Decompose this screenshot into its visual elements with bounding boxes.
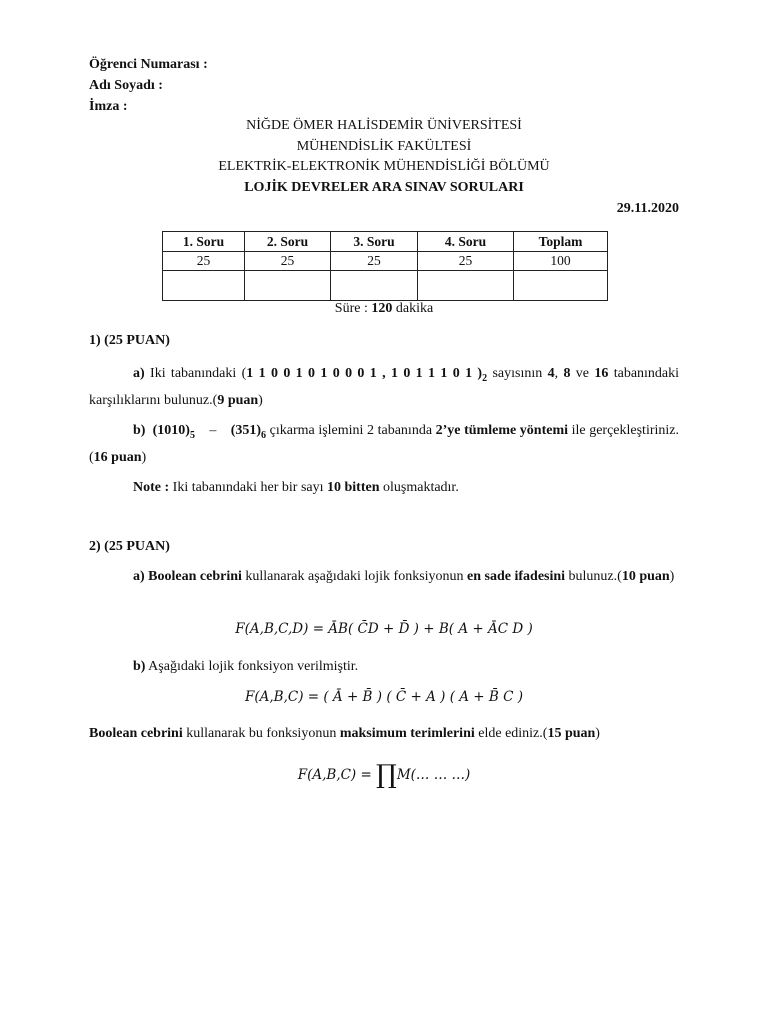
q1-b-text: ) [141, 449, 147, 465]
q1-a-text: Iki tabanındaki ( [150, 366, 247, 381]
q1-a-base-8: 8 [563, 366, 571, 381]
q1-a-label: a) [133, 366, 145, 381]
grade-cell-3[interactable] [331, 271, 418, 301]
q2-a-boolean: Boolean cebrini [148, 569, 242, 584]
score-table-grade-row [163, 271, 608, 301]
grade-cell-4[interactable] [418, 271, 514, 301]
exam-title: LOJİK DEVRELER ARA SINAV SORULARI [244, 180, 524, 195]
signature-label: İmza : [89, 99, 128, 114]
duration-line [0, 301, 768, 317]
duration-label: Süre : [334, 301, 368, 316]
score-header-cell: 2. Soru [245, 232, 331, 252]
q1-a-base-16: 16 [594, 366, 609, 381]
faculty-name: MÜHENDİSLİK FAKÜLTESİ [296, 139, 472, 154]
product-symbol: ∏ [376, 760, 397, 790]
q1-b-points: 16 puan [93, 449, 142, 465]
duration-unit: dakika [395, 301, 434, 316]
q1-b-text: ile gerçekleştiriniz.( [89, 423, 679, 465]
q1-b-number-1: (1010) [152, 423, 190, 438]
q1-b-text: çıkarma işlemini 2 tabanında [266, 423, 436, 438]
score-points-cell: 100 [514, 252, 608, 271]
score-points-cell: 25 [331, 252, 418, 271]
q2-c-text: ) [595, 726, 600, 741]
q2-c-maxterms: maksimum terimlerini [339, 726, 475, 741]
q2-a-points: 10 puan [621, 569, 670, 584]
q1-b-minus: – [209, 423, 217, 438]
q1-a-points: 9 puan [217, 392, 259, 408]
score-table-header-row [163, 232, 608, 252]
q2-b-text: Aşağıdaki lojik fonksiyon verilmiştir. [145, 659, 359, 674]
q1-a-number: 1 1 0 0 1 0 1 0 0 0 1 , 1 0 1 1 1 0 1 ) [246, 366, 483, 381]
q2-part-a [89, 566, 679, 588]
q2-function-1: F(A,B,C,D) = ĀB( C̄D + D̄ ) + B( A + ĀC D ) [235, 621, 533, 637]
q1-b-base-2: 6 [261, 429, 267, 441]
q2-a-text: ) [669, 569, 675, 584]
q1-b-number-2: (351) [230, 423, 262, 438]
grade-cell-total[interactable] [514, 271, 608, 301]
university-name: NİĞDE ÖMER HALİSDEMİR ÜNİVERSİTESİ [246, 118, 522, 133]
grade-cell-2[interactable] [245, 271, 331, 301]
score-points-cell: 25 [418, 252, 514, 271]
q1-note [89, 477, 679, 499]
q2-f3-rhs: M(… … …) [396, 767, 471, 783]
q2-b-label: b) [133, 659, 146, 674]
q2-part-b [89, 656, 679, 678]
score-header-cell: 4. Soru [418, 232, 514, 252]
duration-value: 120 [371, 301, 393, 316]
q2-a-label: a) [133, 569, 145, 584]
q2-function-3 [0, 760, 768, 790]
q2-a-simplest: en sade ifadesini [467, 569, 566, 584]
q1-b-method: 2’ye tümleme yöntemi [435, 423, 569, 438]
score-header-cell: 3. Soru [331, 232, 418, 252]
q1-note-bits: 10 bitten [327, 480, 380, 495]
q2-a-text: bulunuz.( [565, 569, 622, 584]
q1-a-text: ve [570, 366, 595, 381]
q2-a-text: kullanarak aşağıdaki lojik fonksiyonun [241, 569, 468, 584]
score-points-cell: 25 [245, 252, 331, 271]
q1-a-base-4: 4 [547, 366, 555, 381]
q1-b-base-1: 5 [189, 429, 195, 441]
q2-c-boolean: Boolean cebrini [89, 726, 183, 741]
q1-note-label: Note : [133, 480, 170, 495]
q1-heading: 1) (25 PUAN) [89, 333, 170, 348]
q1-a-text: ) [258, 392, 263, 408]
q2-c-points: 15 puan [547, 726, 596, 741]
q1-a-text: tabanındaki karşılıklarını bulunuz.( [89, 366, 680, 408]
department-name: ELEKTRİK-ELEKTRONİK MÜHENDİSLİĞİ BÖLÜMÜ [218, 159, 550, 174]
student-name-label: Adı Soyadı : [89, 78, 163, 93]
q2-f3-lhs: F(A,B,C) = [297, 767, 372, 783]
score-header-cell: Toplam [514, 232, 608, 252]
grade-cell-1[interactable] [163, 271, 245, 301]
q2-heading: 2) (25 PUAN) [89, 539, 170, 554]
score-header-cell: 1. Soru [163, 232, 245, 252]
q2-c-text: elde ediniz.( [474, 726, 548, 741]
exam-date: 29.11.2020 [616, 201, 679, 216]
q1-a-text: sayısının [487, 366, 548, 381]
q1-note-text: Iki tabanındaki her bir sayı [169, 480, 327, 495]
q1-part-b [89, 420, 679, 469]
score-points-cell: 25 [163, 252, 245, 271]
q2-function-2: F(A,B,C) = ( Ā + B̄ ) ( C̄ + A ) ( A + B̄ C ) [244, 689, 524, 705]
q1-a-base: 2 [482, 372, 488, 384]
q1-note-text: oluşmaktadır. [379, 480, 459, 495]
q1-b-label: b) [133, 423, 146, 438]
q2-maxterm-instruction [89, 723, 679, 745]
score-table-points-row [163, 252, 608, 271]
student-number-label: Öğrenci Numarası : [89, 57, 208, 72]
q1-a-text: , [554, 366, 564, 381]
q2-c-text: kullanarak bu fonksiyonun [182, 726, 340, 741]
q1-part-a [89, 363, 679, 412]
score-table [162, 231, 608, 301]
